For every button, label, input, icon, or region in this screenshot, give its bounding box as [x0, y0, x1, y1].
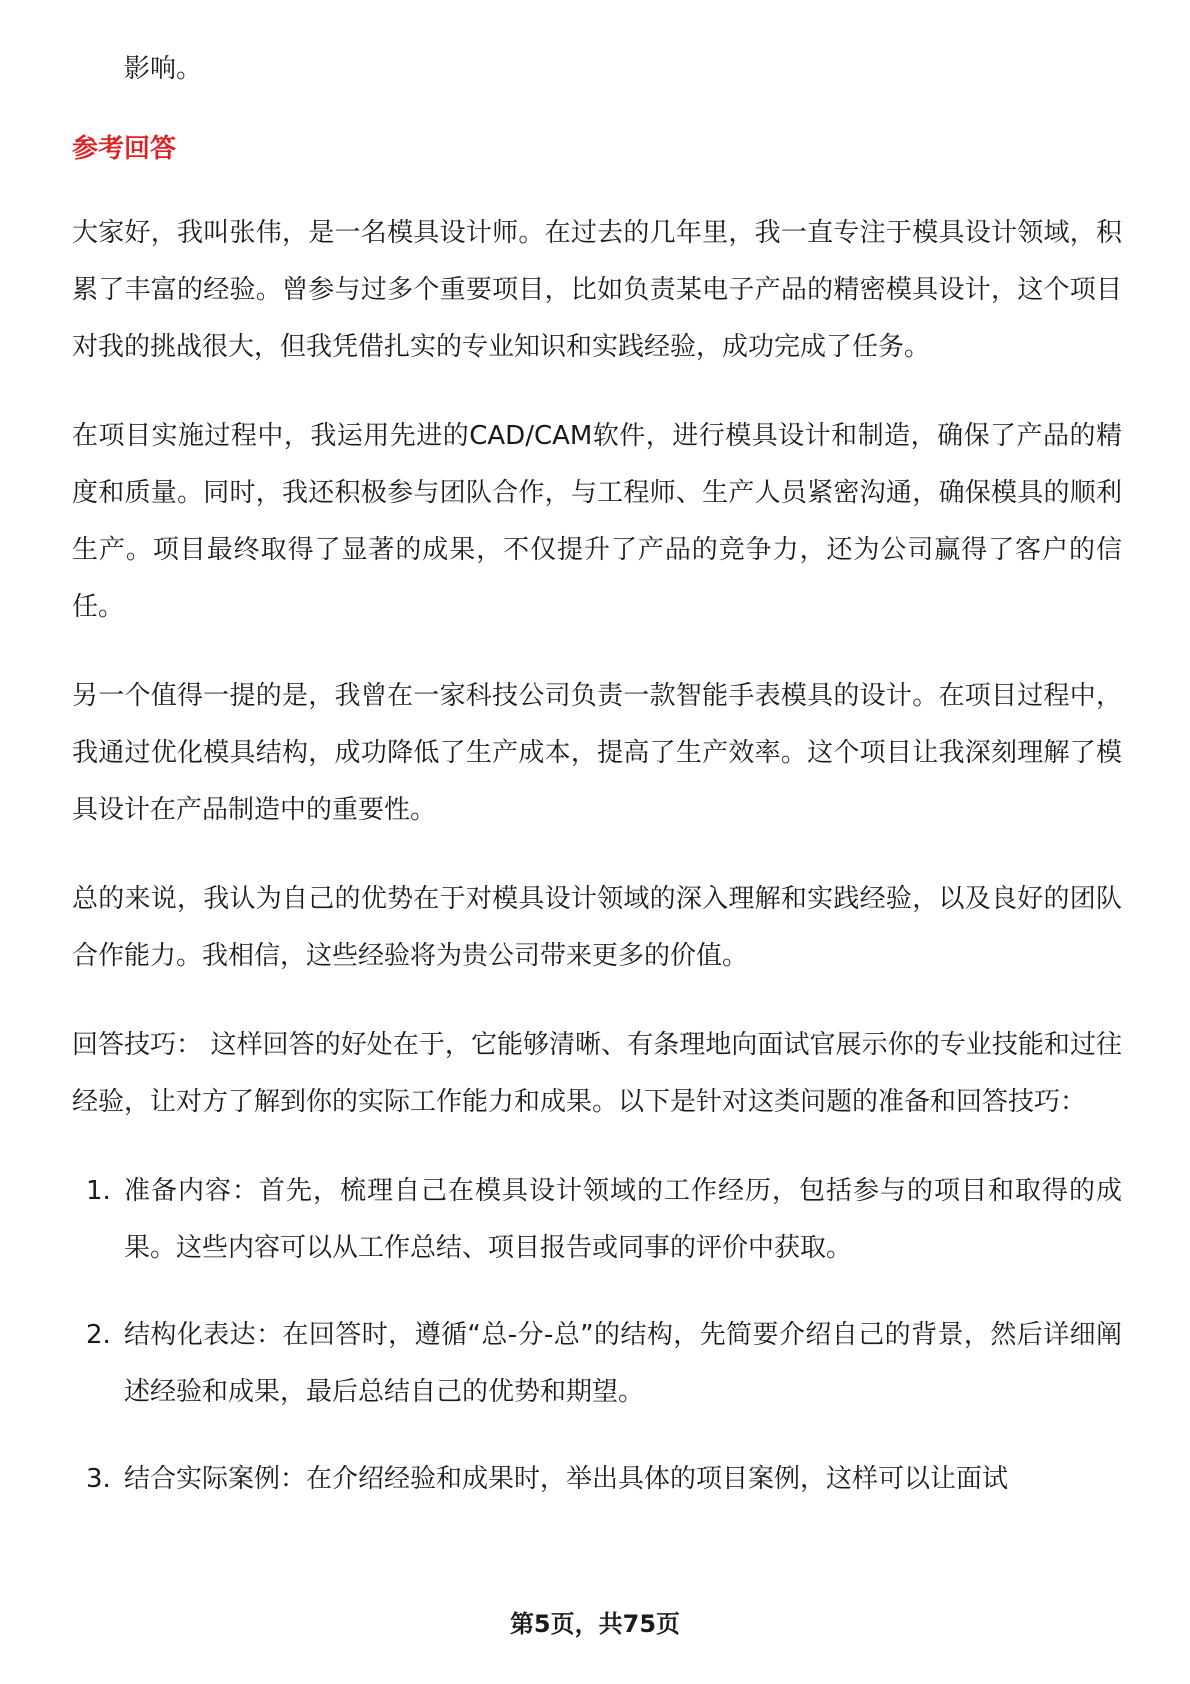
paragraph-tips: 回答技巧： 这样回答的好处在于，它能够清晰、有条理地向面试官展示你的专业技能和过往经验，让对方了解到你的实际工作能力和成果。以下是针对这类问题的准备和回答技巧：: [72, 1030, 1122, 1117]
list-item: [72, 1163, 1122, 1277]
paragraph-summary: 总的来说，我认为自己的优势在于对模具设计领域的深入理解和实践经验，以及良好的团队合作能力。我相信，这些经验将为贵公司带来更多的价值。: [72, 884, 1122, 971]
list-number: 3.: [86, 1464, 111, 1494]
paragraph-project: 在项目实施过程中，我运用先进的CAD/CAM软件，进行模具设计和制造，确保了产品的精度和质量。同时，我还积极参与团队合作，与工程师、生产人员紧密沟通，确保模具的顺利生产。项目最终取得了显著的成果，不仅提升了产品的竞争力，还为公司赢得了客户的信任。: [72, 421, 1122, 622]
list-text: 准备内容：首先，梳理自己在模具设计领域的工作经历，包括参与的项目和取得的成果。这些内容可以从工作总结、项目报告或同事的评价中获取。: [124, 1176, 1122, 1263]
list-item: [72, 1451, 1122, 1508]
paragraph-smartwatch: 另一个值得一提的是，我曾在一家科技公司负责一款智能手表模具的设计。在项目过程中，我通过优化模具结构，成功降低了生产成本，提高了生产效率。这个项目让我深刻理解了模具设计在产品制造中的重要性。: [72, 681, 1122, 825]
paragraph-intro: 大家好，我叫张伟，是一名模具设计师。在过去的几年里，我一直专注于模具设计领域，积累了丰富的经验。曾参与过多个重要项目，比如负责某电子产品的精密模具设计，这个项目对我的挑战很大，但我凭借扎实的专业知识和实践经验，成功完成了任务。: [72, 218, 1122, 362]
tips-list: [72, 1163, 1122, 1508]
list-text: 结构化表达：在回答时，遵循“总-分-总”的结构，先简要介绍自己的背景，然后详细阐述经验和成果，最后总结自己的优势和期望。: [124, 1320, 1122, 1407]
page-content: [72, 45, 1122, 1538]
list-text: 结合实际案例：在介绍经验和成果时，举出具体的项目案例，这样可以让面试: [124, 1464, 1009, 1494]
continuation-text: 影响。: [124, 54, 203, 84]
section-title: 参考回答: [72, 134, 177, 164]
page-footer: 第5页，共75页: [509, 1610, 681, 1638]
list-number: 1.: [86, 1176, 111, 1206]
list-item: [72, 1307, 1122, 1421]
list-number: 2.: [86, 1320, 111, 1350]
